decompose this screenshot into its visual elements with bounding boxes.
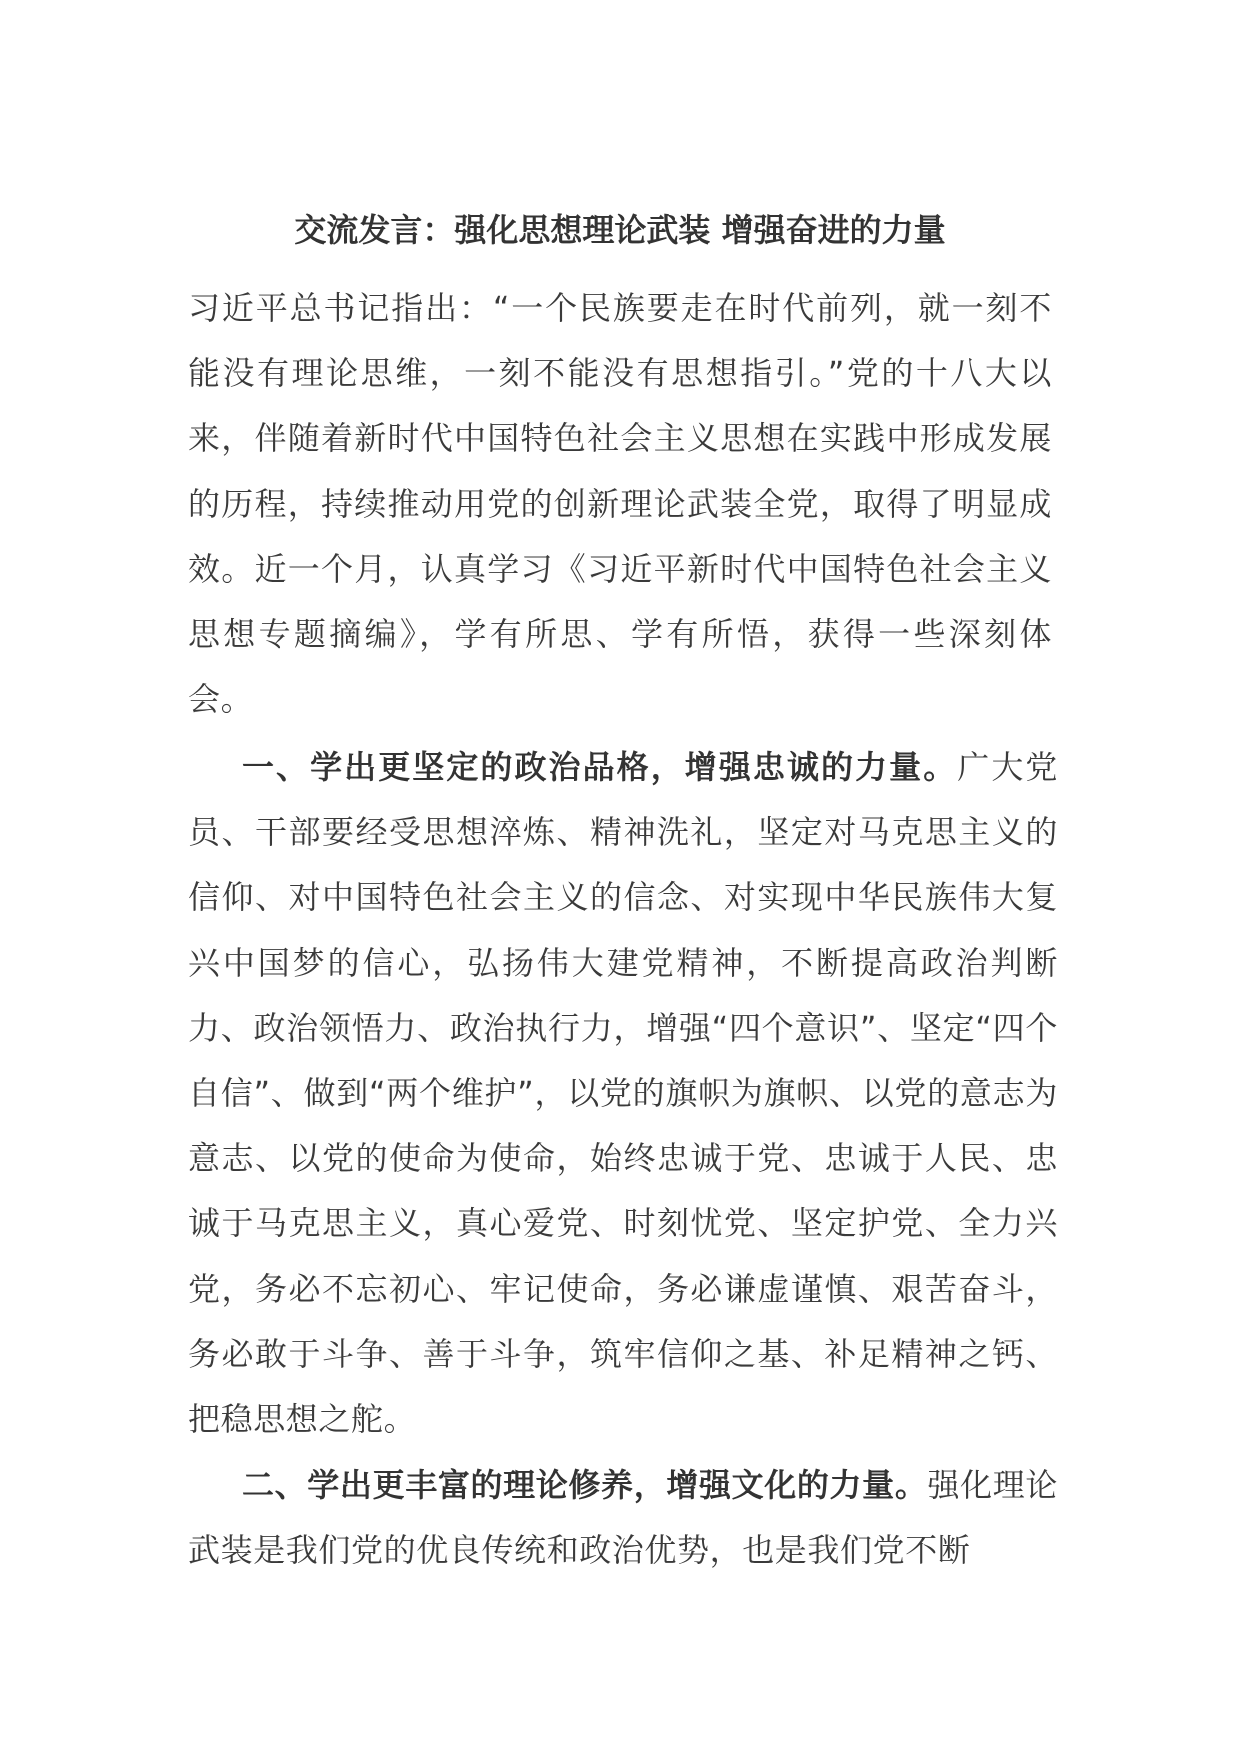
paragraph-text: 广大党员、干部要经受思想淬炼、精神洗礼，坚定对马克思主义的信仰、对中国特色社会主义的信念、对实现中华民族伟大复兴中国梦的信心，弘扬伟大建党精神，不断提高政治判断力、政治领悟力、政治执行力，增强“四个意识”、坚定“四个自信”、做到“两个维护”，以党的旗帜为旗帜、以党的意志为意志、以党的使命为使命，始终忠诚于党、忠诚于人民、忠诚于马克思主义，真心爱党、时刻忧党、坚定护党、全力兴党，务必不忘初心、牢记使命，务必谦虚谨慎、艰苦奋斗，务必敢于斗争、善于斗争，筑牢信仰之基、补足精神之钙、把稳思想之舵。 bbox=[188, 748, 1058, 1439]
paragraph-text: 强化理论武装是我们党的优良传统和政治优势，也是我们党不断 bbox=[188, 1466, 1058, 1570]
document-title: 交流发言：强化思想理论武装 增强奋进的力量 bbox=[294, 211, 946, 249]
paragraph-text: 习近平总书记指出：“一个民族要走在时代前列，就一刻不能没有理论思维，一刻不能没有思想指引。”党的十八大以来，伴随着新时代中国特色社会主义思想在实践中形成发展的历程，持续推动用党的创新理论武装全党，取得了明显成效。近一个月，认真学习《习近平新时代中国特色社会主义思想专题摘编》，学有所思、学有所悟，获得一些深刻体会。 bbox=[188, 289, 1052, 719]
paragraph-section-2 bbox=[188, 1453, 1058, 1583]
section-heading: 一、学出更坚定的政治品格，增强忠诚的力量。 bbox=[242, 748, 958, 786]
section-heading: 二、学出更丰富的理论修养，增强文化的力量。 bbox=[242, 1466, 928, 1504]
paragraph-section-1 bbox=[188, 735, 1058, 1452]
paragraph-intro bbox=[188, 276, 1052, 732]
